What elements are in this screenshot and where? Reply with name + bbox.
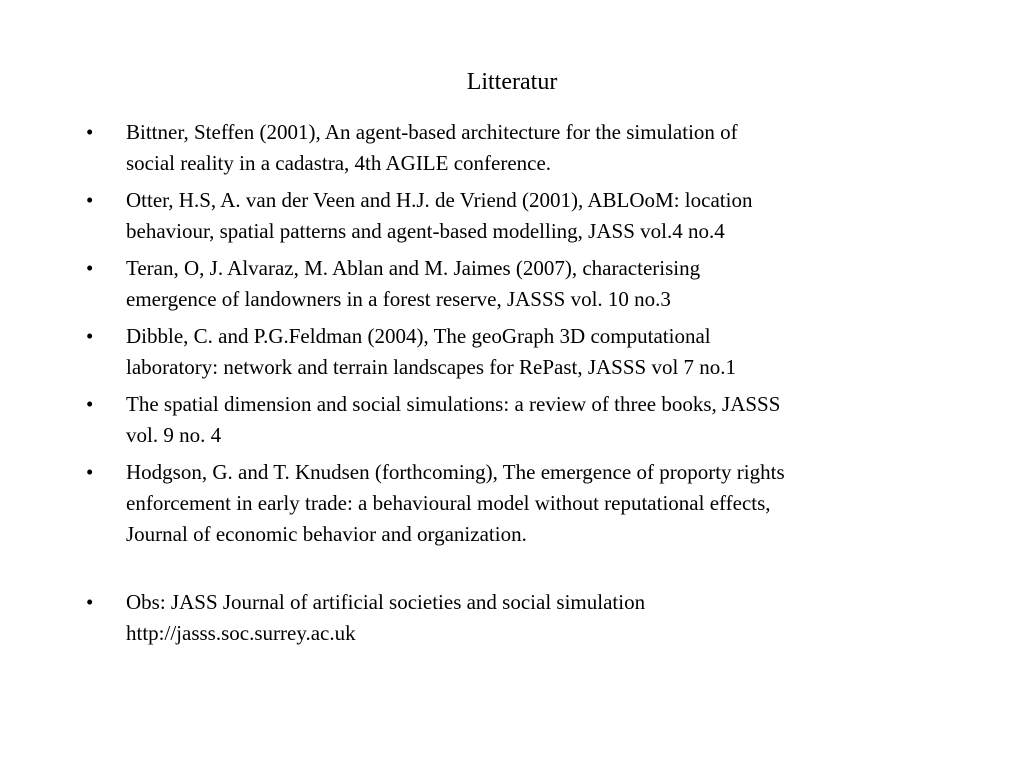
reference-text-line: laboratory: network and terrain landscapes for RePast, JASSS vol 7 no.1: [126, 355, 737, 379]
bullet-icon: •: [86, 460, 94, 484]
reference-text-line: Hodgson, G. and T. Knudsen (forthcoming), The emergence of proporty rights: [126, 460, 785, 484]
bullet-icon: •: [86, 392, 94, 416]
reference-item: [86, 321, 946, 383]
note-url: http://jasss.soc.surrey.ac.uk: [126, 621, 356, 645]
reference-text-line: social reality in a cadastra, 4th AGILE conference.: [126, 151, 552, 175]
reference-list: [86, 117, 946, 655]
reference-text-line: Bittner, Steffen (2001), An agent-based architecture for the simulation of: [126, 120, 738, 144]
note-text-line: Obs: JASS Journal of artificial societies and social simulation: [126, 590, 646, 614]
reference-text-line: Teran, O, J. Alvaraz, M. Ablan and M. Jaimes (2007), characterising: [126, 256, 701, 280]
reference-item: [86, 185, 946, 247]
reference-text-line: emergence of landowners in a forest reserve, JASSS vol. 10 no.3: [126, 287, 671, 311]
reference-text-line: vol. 9 no. 4: [126, 423, 222, 447]
reference-text-line: Dibble, C. and P.G.Feldman (2004), The geoGraph 3D computational: [126, 324, 711, 348]
reference-text-line: The spatial dimension and social simulations: a review of three books, JASSS: [126, 392, 781, 416]
reference-item: [86, 117, 946, 179]
reference-text-line: enforcement in early trade: a behavioural model without reputational effects,: [126, 491, 771, 515]
bullet-icon: •: [86, 120, 94, 144]
bullet-icon: •: [86, 188, 94, 212]
reference-text-line: behaviour, spatial patterns and agent-based modelling, JASS vol.4 no.4: [126, 219, 725, 243]
reference-item: [86, 457, 946, 550]
reference-item: [86, 253, 946, 315]
reference-text-line: Otter, H.S, A. van der Veen and H.J. de Vriend (2001), ABLOoM: location: [126, 188, 753, 212]
note-item: [86, 587, 946, 649]
bullet-icon: •: [86, 256, 94, 280]
bullet-icon: •: [86, 324, 94, 348]
reference-item: [86, 389, 946, 451]
slide-title: Litteratur: [466, 69, 558, 95]
bullet-icon: •: [86, 590, 94, 614]
reference-text-line: Journal of economic behavior and organization.: [126, 522, 527, 546]
